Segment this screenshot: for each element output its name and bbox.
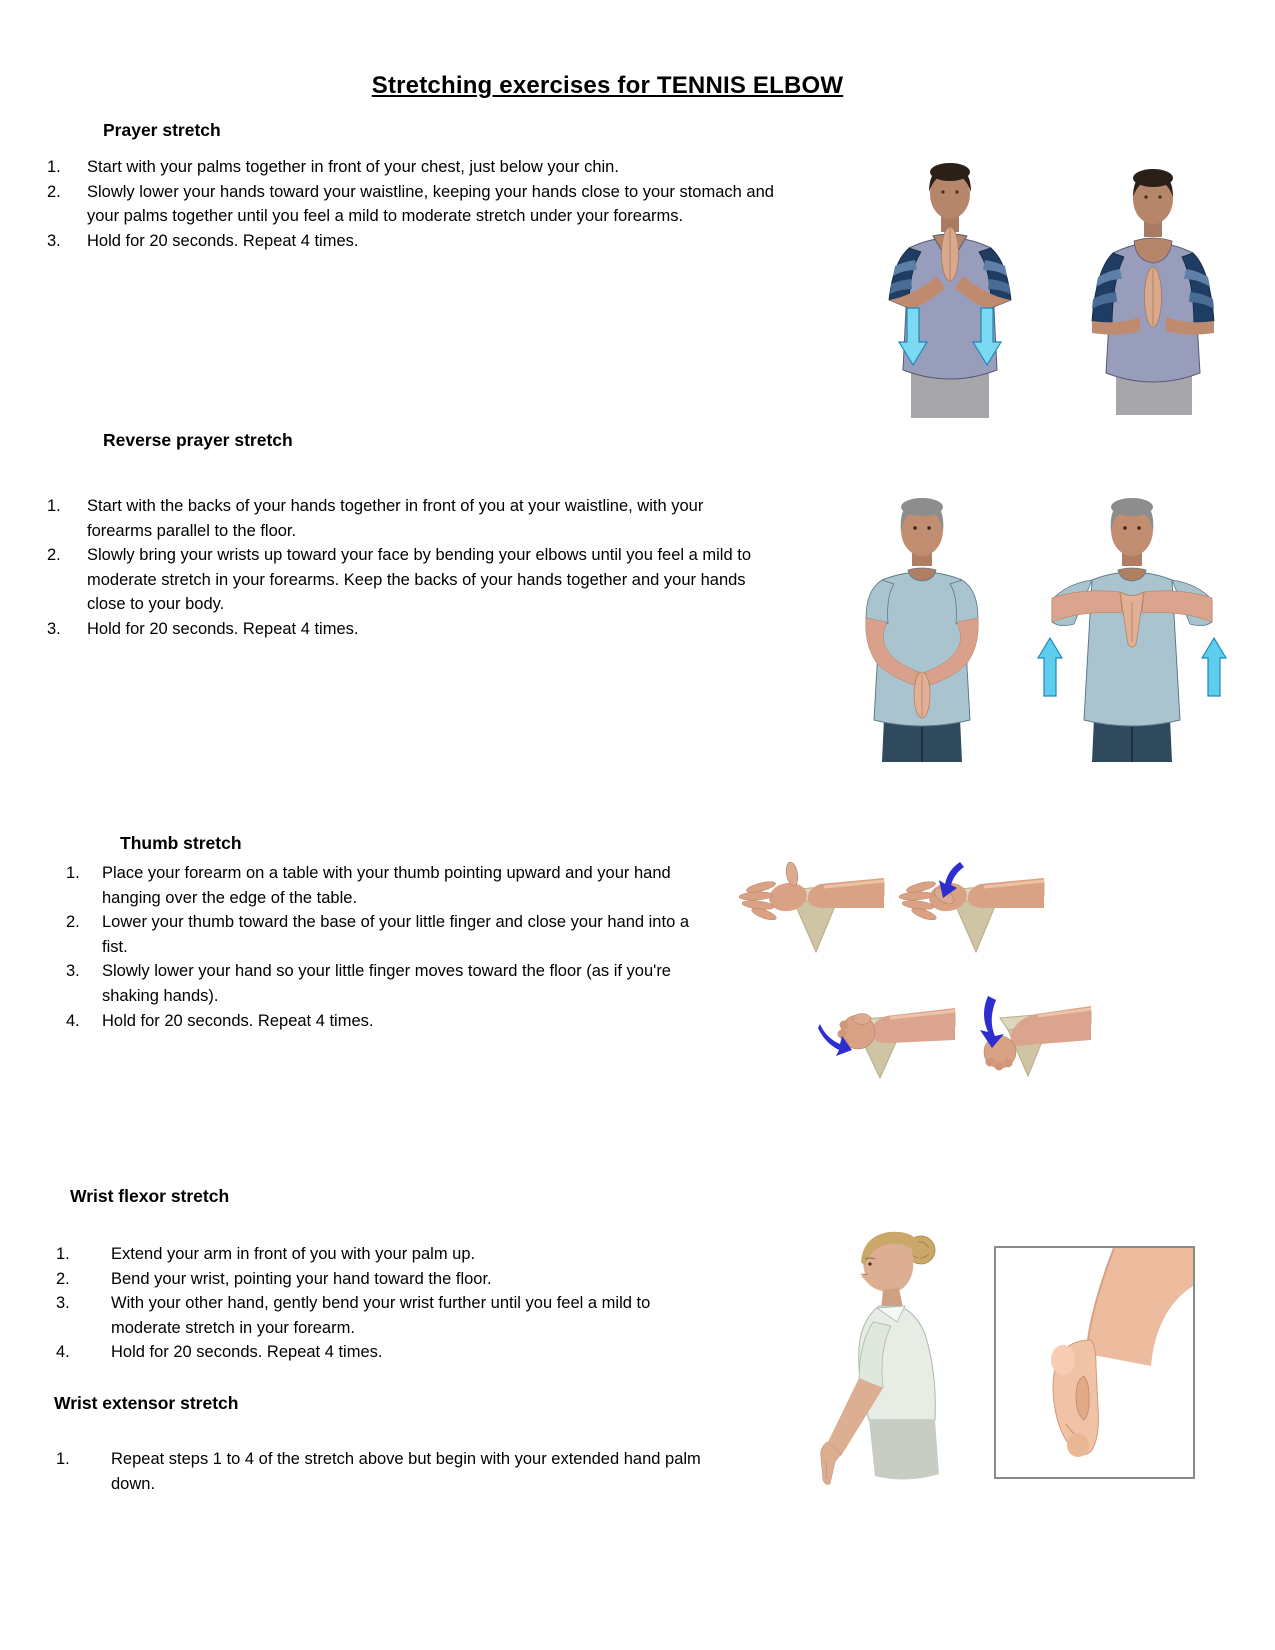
step-number: 3.: [47, 619, 61, 638]
steps-prayer-stretch: [47, 155, 793, 253]
step-number: 2.: [56, 1269, 70, 1288]
heading-wrist-flexor-stretch: Wrist flexor stretch: [70, 1186, 230, 1206]
heading-thumb-stretch: Thumb stretch: [120, 833, 242, 853]
illustration-hand-thumb-folded-with-down-arrow: [896, 852, 1046, 977]
step-number: 1.: [56, 1450, 70, 1468]
step: [56, 1340, 703, 1365]
step-number: 4.: [66, 1011, 80, 1030]
illustration-woman-prayer-hands-at-waist: [1058, 165, 1248, 415]
steps-thumb-stretch: [66, 861, 694, 1033]
step: [47, 494, 763, 543]
step-text: Slowly lower your hand so your little finger moves toward the floor (as if you're shaking hands).: [102, 962, 671, 1005]
step: [56, 1242, 703, 1267]
step-text: Hold for 20 seconds. Repeat 4 times.: [111, 1343, 383, 1362]
step-number: 2.: [47, 546, 61, 565]
step: [56, 1291, 703, 1340]
illustration-fist-lowered-toward-floor-with-arrow: [948, 990, 1093, 1082]
step-number: 1.: [47, 158, 61, 176]
step-text: Start with your palms together in front of your chest, just below your chin.: [87, 158, 619, 176]
step-text: Hold for 20 seconds. Repeat 4 times.: [87, 619, 359, 638]
step: [66, 861, 694, 910]
step-text: Hold for 20 seconds. Repeat 4 times.: [87, 231, 359, 250]
step: [56, 1447, 721, 1496]
step: [47, 543, 763, 617]
up-arrow-icon: [1038, 638, 1062, 696]
page-title: Stretching exercises for TENNIS ELBOW: [371, 72, 844, 99]
step: [66, 959, 694, 1008]
up-arrow-icon: [1202, 638, 1226, 696]
steps-wrist-flexor-stretch: [56, 1242, 703, 1365]
step-text: Hold for 20 seconds. Repeat 4 times.: [102, 1011, 374, 1030]
step: [66, 1009, 694, 1034]
step-text: Bend your wrist, pointing your hand toward the floor.: [111, 1269, 492, 1288]
step: [47, 617, 763, 642]
illustration-man-wrists-raised-with-up-arrows: [1032, 492, 1232, 762]
step-number: 4.: [56, 1343, 70, 1362]
step: [47, 229, 793, 254]
step-number: 3.: [66, 962, 80, 981]
step: [66, 910, 694, 959]
step-text: Slowly bring your wrists up toward your face by bending your elbows until you feel a mild to moderate stretch in your forearms. Keep the backs of your hands together and your hands close to your body.: [87, 546, 751, 614]
illustration-closed-fist-with-arrow: [812, 990, 957, 1082]
step-text: Lower your thumb toward the base of your little finger and close your hand into a fist.: [102, 913, 690, 956]
step-text: Repeat steps 1 to 4 of the stretch above but begin with your extended hand palm down.: [111, 1450, 701, 1493]
steps-reverse-prayer-stretch: [47, 494, 763, 642]
steps-wrist-extensor-stretch: [56, 1447, 721, 1496]
illustration-man-backs-of-hands-together-at-waist: [830, 492, 1015, 762]
step-number: 1.: [47, 497, 61, 515]
step-number: 1.: [66, 864, 80, 882]
close-up-hand-box: [994, 1246, 1195, 1479]
illustration-woman-profile-arm-extended-hand-bent-down: [815, 1222, 1000, 1492]
step-number: 3.: [47, 231, 61, 250]
illustration-open-hand-thumb-up-over-table-edge: [736, 852, 886, 977]
illustration-woman-prayer-hands-at-chest-with-down-arrows: [845, 158, 1055, 418]
step-number: 2.: [47, 182, 61, 201]
heading-wrist-extensor-stretch: Wrist extensor stretch: [54, 1393, 239, 1413]
fingertips: [1067, 1433, 1089, 1457]
step-text: With your other hand, gently bend your wrist further until you feel a mild to moderate stretch in your forearm.: [111, 1294, 651, 1337]
heading-prayer-stretch: Prayer stretch: [103, 120, 221, 140]
step-text: Place your forearm on a table with your thumb pointing upward and your hand hanging over the edge of the table.: [102, 864, 671, 907]
step-number: 3.: [56, 1294, 70, 1313]
step: [56, 1267, 703, 1292]
skirt: [869, 1420, 939, 1480]
step-number: 2.: [66, 913, 80, 932]
knuckle: [1051, 1345, 1075, 1375]
thumb-up: [784, 861, 799, 887]
forearm: [1088, 1248, 1193, 1366]
step-text: Slowly lower your hands toward your waistline, keeping your hands close to your stomach and your palms together until you feel a mild to moderate stretch under your forearms.: [87, 182, 774, 226]
step: [47, 180, 793, 229]
step-number: 1.: [56, 1245, 70, 1263]
step: [47, 155, 793, 180]
heading-reverse-prayer-stretch: Reverse prayer stretch: [103, 430, 293, 450]
step-text: Extend your arm in front of you with your palm up.: [111, 1245, 476, 1263]
step-text: Start with the backs of your hands together in front of you at your waistline, with your forearms parallel to the floor.: [87, 497, 704, 540]
illustration-close-up-hand-bent-down-at-wrist: [996, 1248, 1193, 1477]
